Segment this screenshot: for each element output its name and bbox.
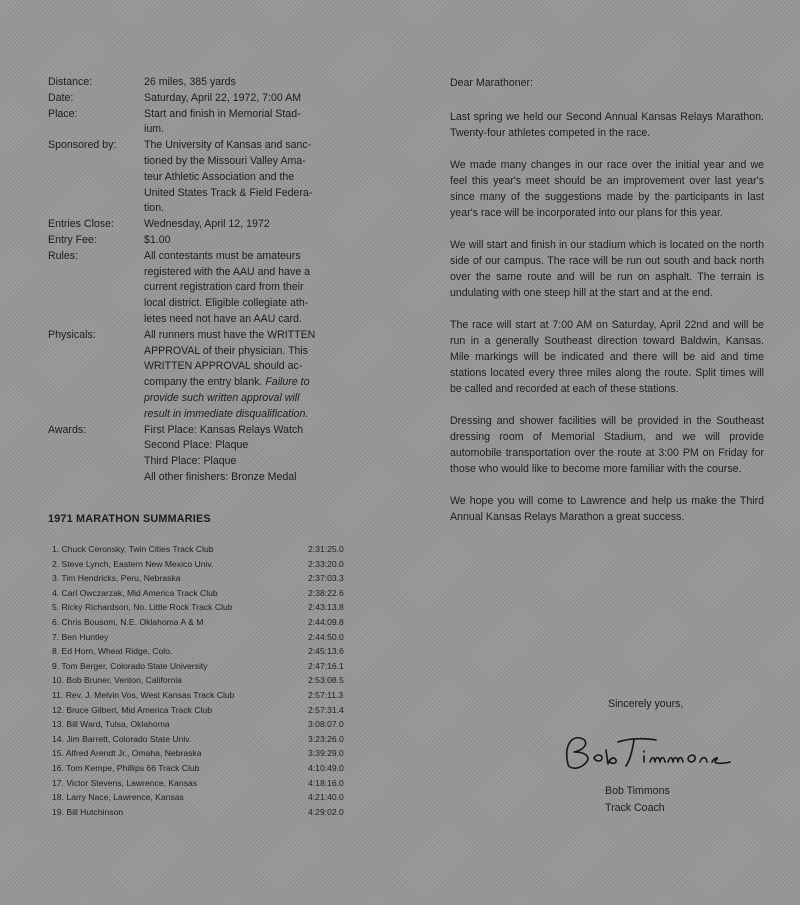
result-time: 2:47:16.1 (308, 660, 344, 671)
result-time: 2:38:22.6 (308, 587, 344, 598)
info-line: teur Athletic Association and the (144, 170, 295, 183)
info-line: registered with the AAU and have a (144, 265, 311, 278)
letter-paragraph: We will start and finish in our stadium which is located on the north side of our campus. The race will be run out south and back north over the same route and will be run on asphalt. The terrain is undulating with one steep hill at the start and at the end. (450, 239, 764, 299)
result-name: 1. Chuck Ceronsky, Twin Cities Track Club (52, 544, 214, 554)
result-time: 2:33:20.0 (308, 558, 344, 569)
info-line: tioned by the Missouri Valley Ama- (144, 154, 306, 167)
info-label: Date: (48, 91, 74, 104)
letter-closing: Sincerely yours, (608, 698, 684, 710)
result-time: 3:39:29.0 (308, 748, 344, 759)
info-value (144, 249, 366, 328)
result-row (52, 600, 370, 615)
info-line-italic: provide such written approval will (144, 391, 300, 404)
info-label: Sponsored by: (48, 139, 117, 152)
info-line: Saturday, April 22, 1972, 7:00 AM (144, 91, 302, 104)
info-row-entry-fee (48, 233, 366, 249)
info-label: Entries Close: (48, 218, 114, 231)
info-line: All contestants must be amateurs (144, 249, 301, 262)
results-list (52, 542, 370, 819)
result-row (52, 586, 370, 601)
summaries-heading: 1971 MARATHON SUMMARIES (48, 513, 211, 525)
info-line: ium. (144, 123, 165, 136)
result-name: 12. Bruce Gilbert, Mid America Track Club (52, 704, 212, 715)
result-name: 4. Carl Owczarzak, Mid America Track Club (52, 587, 218, 598)
result-row (52, 805, 370, 820)
letter-paragraph: Dressing and shower facilities will be provided in the Southeast dressing room of Memorial Stadium, and we will provide automobile transportation over the route at 3:00 PM on Friday for those who would like to become more familiar with the course. (450, 415, 764, 475)
info-line-italic: Failure to (265, 376, 310, 389)
result-row (52, 746, 370, 761)
info-line: United States Track & Field Federa- (144, 186, 313, 199)
info-line: $1.00 (144, 233, 171, 246)
result-time: 2:31:25.0 (308, 544, 344, 554)
result-name: 2. Steve Lynch, Eastern New Mexico Univ. (52, 558, 214, 569)
info-line: Third Place: Plaque (144, 455, 237, 468)
info-label: Awards: (48, 423, 87, 436)
signer-name: Bob Timmons (605, 785, 670, 797)
result-row (52, 776, 370, 791)
event-info (48, 75, 366, 486)
letter-paragraph: We hope you will come to Lawrence and help us make the Third Annual Kansas Relays Marathon a great success. (450, 495, 764, 523)
result-name: 7. Ben Huntley (52, 631, 109, 642)
info-line (144, 375, 366, 391)
info-line: Start and finish in Memorial Stad- (144, 107, 301, 120)
info-line: current registration card from their (144, 281, 304, 294)
result-time: 4:21:40.0 (308, 792, 344, 803)
info-value (144, 328, 366, 423)
result-name: 9. Tom Berger, Colorado State University (52, 660, 208, 671)
result-name: 14. Jim Barrett, Colorado State Univ. (52, 733, 192, 744)
info-line: APPROVAL of their physician. This (144, 344, 309, 357)
result-row (52, 644, 370, 659)
letter (450, 75, 764, 541)
info-line: tion. (144, 202, 165, 215)
result-row (52, 732, 370, 747)
result-name: 13. Bill Ward, Tulsa, Oklahoma (52, 719, 170, 730)
result-row (52, 761, 370, 776)
info-row-awards (48, 423, 366, 486)
info-line: First Place: Kansas Relays Watch (144, 423, 304, 436)
info-value (144, 233, 366, 249)
result-time: 2:57:11.3 (308, 689, 344, 700)
info-label: Rules: (48, 249, 79, 262)
result-time: 2:57:31.4 (308, 704, 344, 715)
info-label: Distance: (48, 76, 93, 88)
result-row (52, 673, 370, 688)
info-row-physicals (48, 328, 366, 423)
letter-paragraph: Last spring we held our Second Annual Kansas Relays Marathon. Twenty-four athletes competed in the race. (450, 111, 764, 139)
result-name: 18. Larry Nace, Lawrence, Kansas (52, 792, 184, 803)
info-value (144, 217, 366, 233)
result-name: 16. Tom Kempe, Phillips 66 Track Club (52, 762, 200, 773)
result-row (52, 542, 370, 557)
info-line: local district. Eligible collegiate ath- (144, 297, 309, 310)
info-row-rules (48, 249, 366, 328)
info-row-sponsored-by (48, 138, 366, 217)
letter-salutation: Dear Marathoner: (450, 77, 534, 89)
result-name: 5. Ricky Richardson, No. Little Rock Track Club (52, 602, 233, 613)
signature-image (560, 728, 740, 776)
result-time: 3:08:07.0 (308, 719, 344, 730)
letter-paragraph: The race will start at 7:00 AM on Saturday, April 22nd and will be run in a generally Southeast direction toward Baldwin, Kansas. Mile markings will be indicated and there will be aid and time stations located every three miles along the route. Split times will be called and recorded at each of these stations. (450, 319, 764, 395)
result-row (52, 688, 370, 703)
result-name: 11. Rev. J. Melvin Vos, West Kansas Track Club (52, 689, 235, 700)
info-line: WRITTEN APPROVAL should ac- (144, 360, 303, 373)
info-line: All other finishers: Bronze Medal (144, 470, 297, 483)
info-label: Entry Fee: (48, 233, 97, 246)
info-line: The University of Kansas and sanc- (144, 139, 312, 152)
signer-title: Track Coach (605, 802, 665, 814)
result-row (52, 615, 370, 630)
info-line-part: company the entry blank. (144, 376, 263, 389)
info-line: 26 miles, 385 yards (144, 76, 236, 88)
info-value (144, 138, 366, 217)
result-row (52, 703, 370, 718)
result-name: 6. Chris Bousom, N.E. Oklahoma A & M (52, 616, 204, 627)
info-value (144, 107, 366, 139)
info-line: letes need not have an AAU card. (144, 312, 302, 325)
result-name: 3. Tim Hendricks, Peru, Nebraska (52, 573, 181, 584)
info-row-date (48, 91, 366, 107)
info-row-entries-close (48, 217, 366, 233)
info-line: All runners must have the WRITTEN (144, 328, 316, 341)
info-value (144, 91, 366, 107)
result-row (52, 790, 370, 805)
info-value (144, 75, 366, 91)
result-name: 15. Alfred Arendt Jr., Omaha, Nebraska (52, 748, 202, 759)
result-time: 2:45:13.6 (308, 646, 344, 657)
result-time: 2:37:03.3 (308, 573, 344, 584)
result-name: 19. Bill Hutchinson (52, 806, 124, 817)
info-label: Place: (48, 107, 78, 120)
info-label: Physicals: (48, 328, 96, 341)
result-name: 10. Bob Bruner, Venton, California (52, 675, 182, 686)
result-time: 4:18:16.0 (308, 777, 344, 788)
result-name: 8. Ed Horn, Wheat Ridge, Colo. (52, 646, 173, 657)
result-row (52, 659, 370, 674)
info-line: Second Place: Plaque (144, 439, 249, 452)
result-name: 17. Victor Stevens, Lawrence, Kansas (52, 777, 198, 788)
result-row (52, 717, 370, 732)
info-row-distance (48, 75, 366, 91)
result-time: 4:10:49.0 (308, 762, 344, 773)
result-time: 2:43:13.8 (308, 602, 344, 613)
result-time: 3:23:26.0 (308, 733, 344, 744)
info-line: Wednesday, April 12, 1972 (144, 218, 270, 231)
result-row (52, 571, 370, 586)
result-time: 2:44:09.8 (308, 616, 344, 627)
result-time: 2:53:08.5 (308, 675, 344, 686)
letter-paragraph: We made many changes in our race over the initial year and we feel this year's meet should be an improvement over last year's since many of the suggestions made by the participants in last year's race will be incorporated into our plans for this year. (450, 159, 764, 219)
info-row-place (48, 107, 366, 139)
result-time: 2:44:50.0 (308, 631, 344, 642)
result-row (52, 557, 370, 572)
result-time: 4:29:02.0 (308, 806, 344, 817)
info-line-italic: result in immediate disqualification. (144, 407, 309, 420)
info-value (144, 423, 366, 486)
result-row (52, 630, 370, 645)
